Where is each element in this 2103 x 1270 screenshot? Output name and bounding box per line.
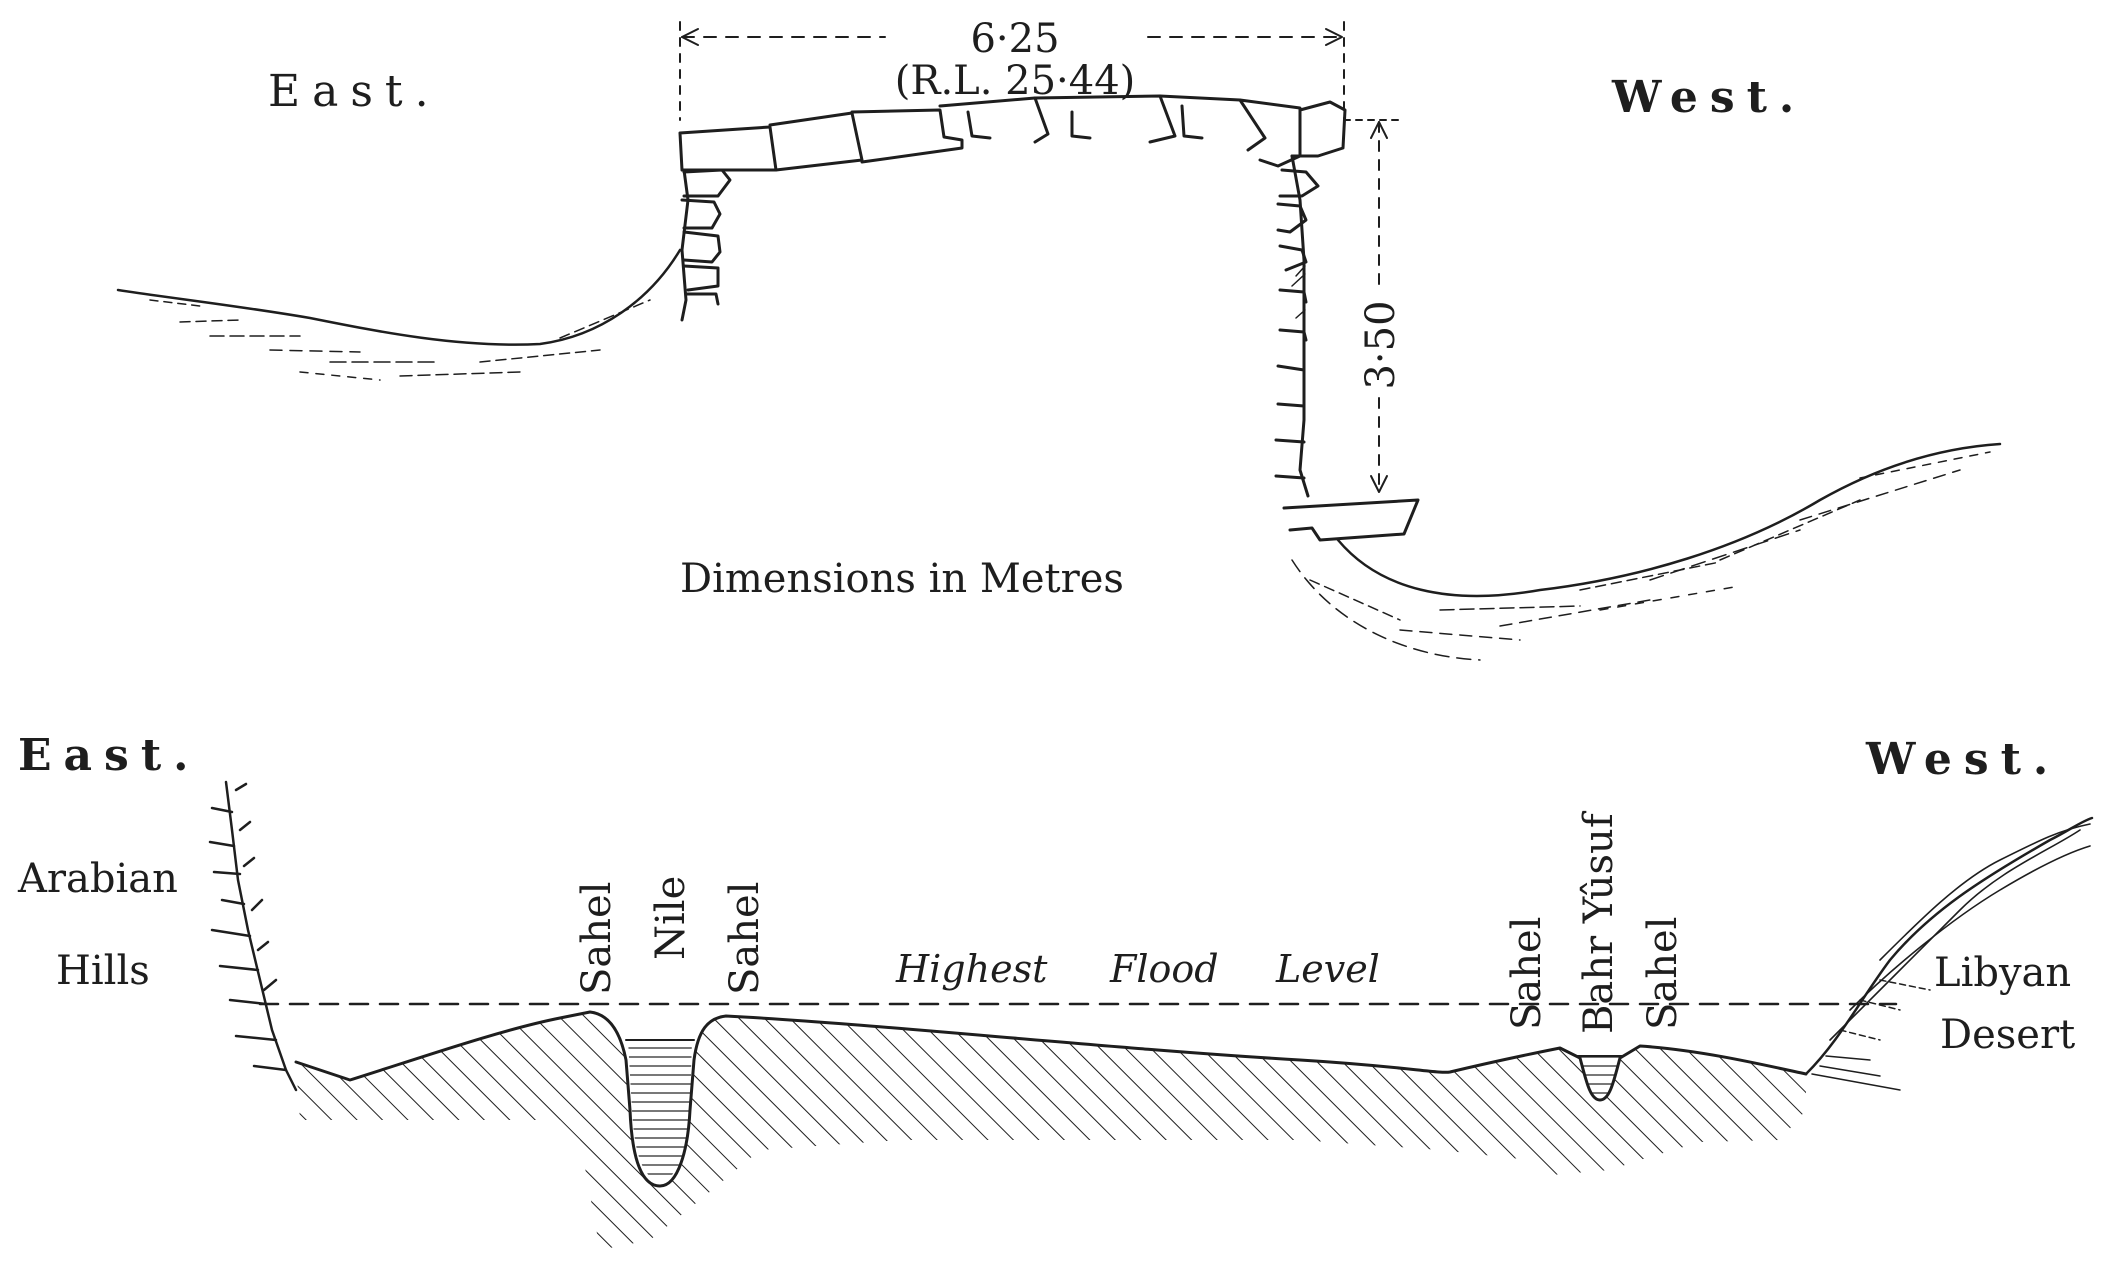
valley-ground-section (296, 1012, 1806, 1250)
arabian-hills-label-line2: Hills (56, 948, 150, 994)
arch-section (118, 16, 2000, 660)
sahel-bahr-west-label: Sahel (1640, 916, 1686, 1030)
flood-word-flood: Flood (1110, 947, 1219, 991)
valley-east-label: East. (18, 730, 201, 781)
dimensions-caption: Dimensions in Metres (680, 556, 1124, 602)
arabian-hills-cliff (210, 782, 296, 1090)
valley-west-label: West. (1866, 734, 2061, 785)
east-abutment (682, 170, 730, 320)
bahr-yusuf-label: Bahr Yûsuf (1576, 813, 1622, 1034)
reduced-level-value: (R.L. 25·44) (894, 58, 1136, 104)
libyan-desert-label-line1: Libyan (1934, 950, 2072, 996)
arch-west-label: West. (1612, 72, 1807, 123)
sahel-nile-west-label: Sahel (722, 881, 768, 995)
pier-foot (1284, 500, 1418, 540)
flood-word-highest: Highest (896, 947, 1048, 991)
sahel-nile-east-label: Sahel (574, 881, 620, 995)
arch-east-label: East. (268, 66, 441, 117)
arch-east-bank (118, 250, 680, 380)
nile-label: Nile (648, 875, 694, 960)
arch-west-bank (1292, 444, 2000, 660)
span-dimension-value: 6·25 (970, 16, 1060, 62)
west-pier (1276, 156, 1318, 496)
arabian-hills-label-line1: Arabian (18, 856, 178, 902)
sahel-bahr-east-label: Sahel (1504, 916, 1550, 1030)
valley-section (17, 730, 2092, 1250)
arch-roof (680, 96, 1345, 170)
libyan-desert-label-line2: Desert (1940, 1012, 2076, 1058)
flood-word-level: Level (1276, 947, 1380, 991)
height-dimension-value: 3·50 (1358, 300, 1404, 390)
